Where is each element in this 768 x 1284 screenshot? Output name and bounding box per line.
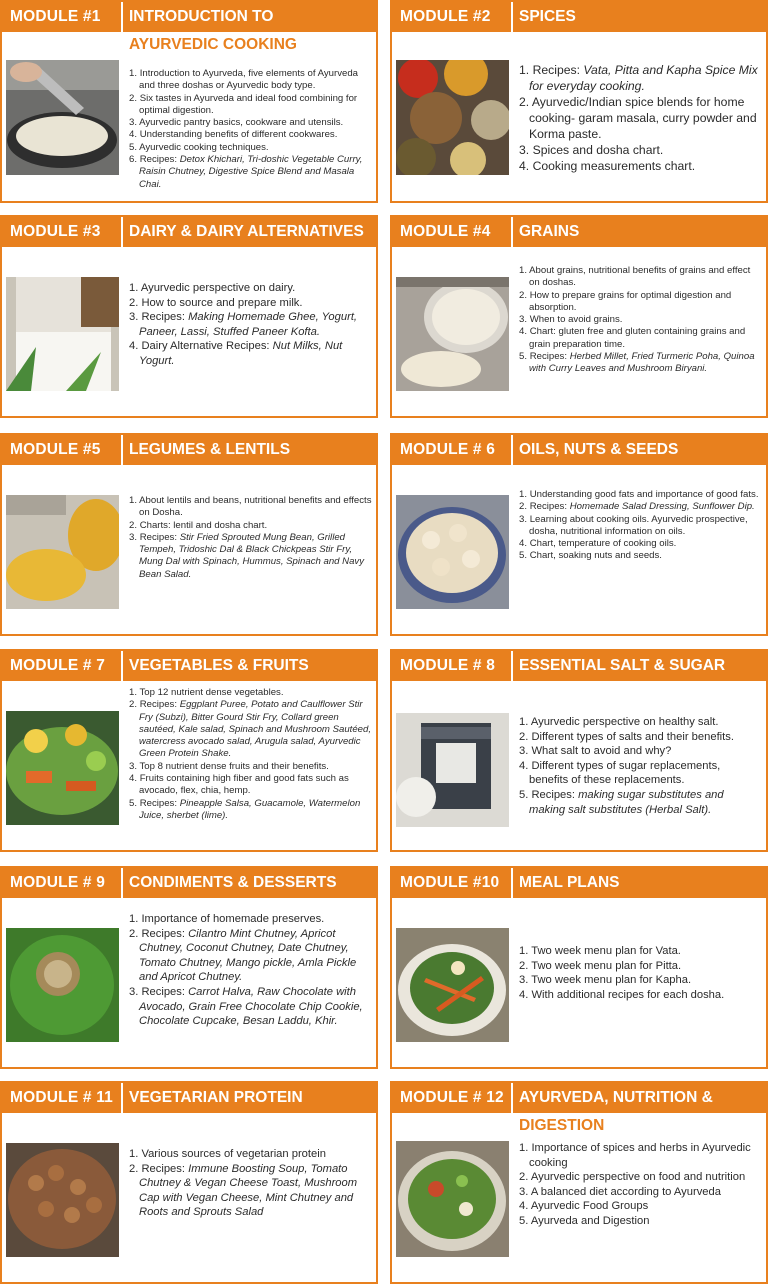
list-item: 1. Understanding good fats and importance of good fats. — [519, 489, 759, 500]
topic-list — [519, 489, 762, 563]
header-divider — [511, 2, 513, 32]
list-item: 4. Understanding benefits of different cookwares. — [129, 129, 338, 141]
list-item: 1. Ayurvedic perspective on healthy salt. — [519, 716, 719, 728]
list-item: 1. Recipes: Vata, Pitta and Kapha Spice Mix for everyday cooking. — [519, 63, 758, 93]
list-item: 3. Spices and dosha chart. — [519, 143, 664, 157]
module-number: MODULE # 12 — [400, 1089, 504, 1106]
module-card-12 — [390, 1081, 768, 1284]
list-item: 3. Learning about cooking oils. Ayurvedic prospective, dosha, nutritional information on oils. — [519, 513, 748, 537]
module-header — [2, 2, 376, 32]
list-item: 3. Recipes: Stir Fried Sprouted Mung Bean, Grilled Tempeh, Tridoshic Dal & Black Chickpeas Stir Fry, Mung Dal with Spinach, Hummus, Spinach and Navy Bean Salad. — [129, 531, 365, 580]
list-item: 1. Top 12 nutrient dense vegetables. — [129, 687, 284, 698]
module-card-1 — [0, 0, 378, 203]
list-item: 2. Two week menu plan for Pitta. — [519, 959, 682, 972]
module-header — [392, 868, 766, 898]
module-card-6 — [390, 433, 768, 636]
list-item: 5. Recipes: making sugar substitutes and making salt substitutes (Herbal Salt). — [519, 788, 724, 816]
module-number: MODULE # 8 — [400, 657, 496, 674]
list-item: 4. Chart: gluten free and gluten containing grains and grain preparation time. — [519, 326, 746, 350]
header-divider — [511, 651, 513, 681]
module-title: SPICES — [519, 8, 576, 25]
module-title: VEGETABLES & FRUITS — [129, 657, 309, 674]
spice-bowls-photo — [396, 60, 509, 175]
header-divider — [121, 651, 123, 681]
module-card-10 — [390, 866, 768, 1069]
module-number: MODULE #10 — [400, 874, 500, 891]
list-item: 5. Ayurveda and Digestion — [519, 1214, 650, 1227]
topic-list — [129, 68, 372, 191]
topic-list — [129, 912, 372, 1029]
sprouted-chickpeas-photo — [6, 1143, 119, 1257]
list-item: 2. Recipes: Eggplant Puree, Potato and Caulflower Stir Fry (Subzi), Bitter Gourd Stir Fry, Collard green sautéed, Kale salad, Spinach and Mushroom Sautéed, watercress avocado salad, Arugula salad, Ayurvedic Green Protein Shake. — [129, 699, 372, 760]
module-number: MODULE #3 — [10, 223, 101, 240]
list-item: 4. Dairy Alternative Recipes: Nut Milks, Nut Yogurt. — [129, 340, 343, 367]
list-item: 2. How to source and prepare milk. — [129, 296, 303, 309]
list-item: 4. Ayurvedic Food Groups — [519, 1200, 649, 1213]
module-card-3 — [0, 215, 378, 418]
module-number: MODULE # 6 — [400, 441, 496, 458]
list-item: 2. Recipes: Immune Boosting Soup, Tomato Chutney & Vegan Cheese Toast, Mushroom Cap with Vegan Cheese, Mint Chutney and Roots and Sprouts Salad — [129, 1162, 358, 1219]
header-divider — [511, 868, 513, 898]
module-number: MODULE #5 — [10, 441, 101, 458]
list-item: 4. Fruits containing high fiber and good fats such as avocado, flex, chia, hemp. — [129, 773, 349, 797]
module-title: INTRODUCTION TO — [129, 8, 274, 25]
header-divider — [121, 868, 123, 898]
list-item: 4. Chart, temperature of cooking oils. — [519, 538, 677, 550]
list-item: 6. Recipes: Detox Khichari, Tri-doshic Vegetable Curry, Raisin Chutney, Digestive Spice Blend and Masala Chai. — [129, 154, 363, 190]
list-item: 1. Ayurvedic perspective on dairy. — [129, 282, 296, 294]
list-item: 3. When to avoid grains. — [519, 314, 623, 326]
module-title-continued: AYURVEDIC COOKING — [129, 36, 297, 53]
salt-jar-photo — [396, 713, 509, 827]
list-item: 3. Recipes: Carrot Halva, Raw Chocolate with Avocado, Grain Free Chocolate Chip Cookie, Chocolate Cupcake, Besan Laddu, Khir. — [129, 985, 363, 1028]
green-salad-bowl-photo — [396, 1141, 509, 1257]
list-item: 5. Recipes: Pineapple Salsa, Guacamole, Watermelon Juice, sherbet (lime). — [129, 797, 361, 821]
module-header — [392, 217, 766, 247]
list-item: 4. Different types of sugar replacements, benefits of these replacements. — [519, 759, 721, 787]
module-header — [392, 2, 766, 32]
vegetable-bowl-photo — [6, 711, 119, 825]
list-item: 4. Cooking measurements chart. — [519, 159, 696, 173]
module-header — [392, 435, 766, 465]
list-item: 3. Two week menu plan for Kapha. — [519, 974, 692, 987]
module-number: MODULE # 11 — [10, 1089, 113, 1106]
module-header — [392, 651, 766, 681]
module-card-7 — [0, 649, 378, 852]
list-item: 1. Two week menu plan for Vata. — [519, 945, 681, 957]
topic-list — [129, 281, 372, 369]
module-header — [2, 868, 376, 898]
list-item: 4. With additional recipes for each dosha. — [519, 988, 725, 1001]
list-item: 2. Charts: lentil and dosha chart. — [129, 519, 268, 531]
module-card-4 — [390, 215, 768, 418]
list-item: 2. Ayurvedic/Indian spice blends for home cooking- garam masala, curry powder and Korma paste. — [519, 95, 757, 141]
chutney-photo — [6, 928, 119, 1042]
module-header — [2, 435, 376, 465]
pot-of-rice-photo — [6, 60, 119, 175]
milk-jar-photo — [6, 277, 119, 391]
list-item: 1. Importance of homemade preserves. — [129, 913, 325, 925]
module-card-8 — [390, 649, 768, 852]
list-item: 3. What salt to avoid and why? — [519, 745, 672, 758]
topic-list — [519, 1141, 762, 1229]
list-item: 3. Recipes: Making Homemade Ghee, Yogurt, Paneer, Lassi, Stuffed Paneer Kofta. — [129, 311, 358, 338]
list-item: 3. A balanced diet according to Ayurveda — [519, 1185, 721, 1198]
list-item: 2. Six tastes in Ayurveda and ideal food combining for optimal digestion. — [129, 92, 358, 116]
header-divider — [121, 217, 123, 247]
header-divider — [121, 435, 123, 465]
module-card-9 — [0, 866, 378, 1069]
module-number: MODULE # 7 — [10, 657, 106, 674]
module-header — [2, 217, 376, 247]
list-item: 1. About grains, nutritional benefits of grains and effect on doshas. — [519, 265, 751, 289]
list-item: 5. Recipes: Herbed Millet, Fried Turmeric Poha, Quinoa with Curry Leaves and Mushroom Biryani. — [519, 351, 755, 375]
list-item: 1. Various sources of vegetarian protein — [129, 1148, 326, 1160]
module-title: OILS, NUTS & SEEDS — [519, 441, 679, 458]
module-title-continued: DIGESTION — [519, 1117, 605, 1134]
list-item: 1. Introduction to Ayurveda, five elements of Ayurveda and three doshas or Ayurvedic body type. — [129, 68, 358, 92]
module-title: VEGETARIAN PROTEIN — [129, 1089, 303, 1106]
topic-list — [519, 715, 762, 817]
topic-list — [519, 265, 762, 376]
module-title: GRAINS — [519, 223, 580, 240]
list-item: 3. Top 8 nutrient dense fruits and their benefits. — [129, 760, 329, 772]
list-item: 2. Recipes: Cilantro Mint Chutney, Apricot Chutney, Coconut Chutney, Date Chutney, Tomato Chutney, Mango pickle, Amla Pickle and Apricot Chutney. — [129, 927, 357, 984]
module-title: DAIRY & DAIRY ALTERNATIVES — [129, 223, 364, 240]
module-header — [392, 1083, 766, 1113]
header-divider — [511, 435, 513, 465]
header-divider — [511, 1083, 513, 1113]
topic-list — [129, 495, 372, 581]
module-number: MODULE # 9 — [10, 874, 106, 891]
list-item: 1. Importance of spices and herbs in Ayurvedic cooking — [519, 1142, 751, 1169]
module-card-11 — [0, 1081, 378, 1284]
lentils-jar-photo — [6, 495, 119, 609]
module-card-5 — [0, 433, 378, 636]
module-title: CONDIMENTS & DESSERTS — [129, 874, 337, 891]
list-item: 5. Ayurvedic cooking techniques. — [129, 141, 269, 153]
salad-plate-photo — [396, 928, 509, 1042]
module-number: MODULE #4 — [400, 223, 491, 240]
list-item: 2. Recipes: Homemade Salad Dressing, Sunflower Dip. — [519, 501, 755, 513]
header-divider — [121, 1083, 123, 1113]
module-header — [2, 1083, 376, 1113]
list-item: 1. About lentils and beans, nutritional benefits and effects on Dosha. — [129, 495, 372, 519]
list-item: 2. Different types of salts and their benefits. — [519, 730, 734, 743]
topic-list — [129, 687, 372, 822]
module-title: LEGUMES & LENTILS — [129, 441, 291, 458]
module-header — [2, 651, 376, 681]
topic-list — [519, 62, 762, 174]
list-item: 2. Ayurvedic perspective on food and nutrition — [519, 1171, 746, 1184]
list-item: 3. Ayurvedic pantry basics, cookware and utensils. — [129, 117, 344, 129]
list-item: 5. Chart, soaking nuts and seeds. — [519, 550, 662, 562]
list-item: 2. How to prepare grains for optimal digestion and absorption. — [519, 289, 732, 313]
topic-list — [129, 1147, 372, 1220]
cashews-bowl-photo — [396, 495, 509, 609]
module-number: MODULE #2 — [400, 8, 491, 25]
header-divider — [121, 2, 123, 32]
rice-jar-photo — [396, 277, 509, 391]
header-divider — [511, 217, 513, 247]
module-title: ESSENTIAL SALT & SUGAR — [519, 657, 726, 674]
module-title: MEAL PLANS — [519, 874, 620, 891]
topic-list — [519, 944, 762, 1002]
module-card-2 — [390, 0, 768, 203]
module-number: MODULE #1 — [10, 8, 101, 25]
module-title: AYURVEDA, NUTRITION & — [519, 1089, 713, 1106]
